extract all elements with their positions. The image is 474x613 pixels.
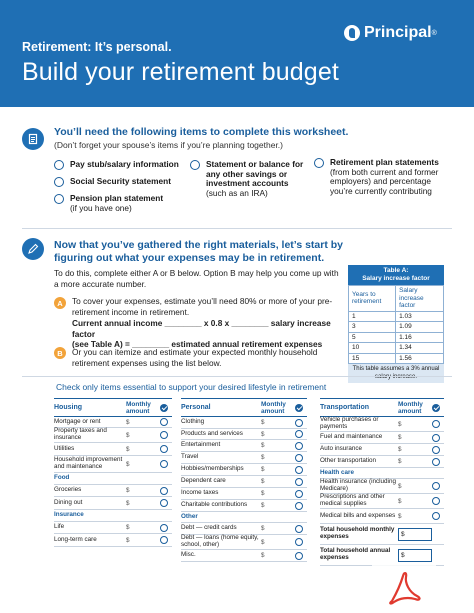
item-retirement-plan[interactable]	[314, 158, 449, 196]
select-radio[interactable]	[160, 487, 168, 495]
principal-logo-icon	[344, 25, 360, 41]
list-item	[181, 429, 307, 440]
list-item	[181, 452, 307, 464]
table-cell: 1.16	[396, 332, 444, 343]
list-item	[54, 485, 172, 497]
amount-field[interactable]: $	[126, 524, 130, 531]
amount-field[interactable]: $	[126, 499, 130, 507]
select-radio[interactable]	[160, 431, 168, 439]
document-icon	[22, 128, 44, 150]
table-cell: 1.34	[396, 343, 444, 354]
select-radio[interactable]	[432, 512, 440, 520]
list-item	[181, 500, 307, 512]
item-label: Health insurance (including Medicare)	[320, 478, 396, 492]
list-item	[320, 494, 444, 509]
list-item	[181, 550, 307, 562]
item-radio[interactable]	[190, 160, 200, 170]
amount-field[interactable]: $	[398, 497, 402, 505]
select-radio[interactable]	[295, 454, 303, 462]
total-amount-field[interactable]: $	[398, 549, 432, 562]
amount-field[interactable]: $	[126, 536, 130, 544]
select-radio[interactable]	[295, 419, 303, 427]
table-cell: 1.03	[396, 311, 444, 322]
total-amount-field[interactable]: $	[398, 528, 432, 541]
amount-field[interactable]: $	[261, 490, 265, 497]
item-label: Retirement plan statements	[330, 157, 439, 167]
item-label: Social Security statement	[70, 176, 171, 186]
amount-field[interactable]: $	[261, 525, 265, 532]
list-item	[54, 497, 172, 510]
monthly-amount-header: Monthly amount	[126, 400, 151, 415]
pdf-icon[interactable]	[372, 562, 436, 613]
table-cell: 1.56	[396, 353, 444, 364]
select-radio[interactable]	[432, 497, 440, 505]
item-label: Auto insurance	[320, 445, 363, 453]
item-label: Fuel and maintenance	[320, 433, 383, 441]
table-row	[349, 322, 444, 333]
table-row	[349, 311, 444, 322]
select-radio[interactable]	[295, 552, 303, 560]
item-label: Insurance	[54, 511, 84, 519]
table-a-col1: Years to retirement	[349, 286, 396, 312]
table-cell: 1.09	[396, 322, 444, 333]
table-cell: 1	[349, 311, 396, 322]
select-radio[interactable]	[160, 460, 168, 468]
table-cell: 10	[349, 343, 396, 354]
item-label: Products and services	[181, 429, 243, 437]
item-label: Property taxes and insurance	[54, 427, 107, 441]
section1-note: (Don’t forget your spouse’s items if you’re planning together.)	[54, 140, 283, 150]
salary-factor-table	[348, 265, 444, 383]
table-cell: 3	[349, 322, 396, 333]
option-a	[72, 296, 342, 350]
table-cell: 15	[349, 353, 396, 364]
section1-heading: You’ll need the following items to complete this worksheet.	[54, 126, 349, 138]
pencil-icon	[22, 238, 44, 260]
total-label: Total household annual expenses	[320, 547, 391, 561]
amount-field[interactable]: $	[398, 434, 402, 441]
item-label: Charitable contributions	[181, 501, 248, 509]
table-a-title	[348, 265, 444, 285]
item-radio[interactable]	[54, 160, 64, 170]
item-label: Long-term care	[54, 535, 97, 543]
item-label: Statement or balance for any other savings or investment accounts	[206, 159, 304, 188]
amount-field[interactable]: $	[261, 478, 265, 485]
amount-field[interactable]: $	[126, 431, 130, 439]
select-radio[interactable]	[160, 499, 168, 507]
table-a-title-2: Salary increase factor	[362, 275, 430, 282]
table-row	[349, 332, 444, 343]
list-item	[54, 456, 172, 473]
select-radio[interactable]	[160, 536, 168, 544]
section2-intro: To do this, complete either A or B below. Option B may help you come up with a more accurate number.	[54, 268, 339, 289]
amount-field[interactable]: $	[261, 419, 265, 426]
list-item	[320, 479, 444, 494]
list-item	[320, 417, 444, 432]
column-header	[54, 398, 172, 417]
table-cell: 5	[349, 332, 396, 343]
select-radio[interactable]	[295, 502, 303, 510]
item-label: Life	[54, 523, 65, 531]
list-item	[181, 535, 307, 550]
item-other-savings[interactable]	[190, 160, 310, 198]
amount-field[interactable]: $	[126, 445, 130, 453]
check-icon	[295, 404, 303, 412]
amount-field[interactable]: $	[261, 454, 265, 461]
select-radio[interactable]	[295, 490, 303, 498]
item-label: Hobbies/memberships	[181, 465, 244, 473]
amount-field[interactable]: $	[261, 430, 265, 438]
select-radio[interactable]	[295, 478, 303, 486]
select-radio[interactable]	[295, 525, 303, 533]
category-label: Transportation	[320, 404, 370, 411]
item-label: Debt — credit cards	[181, 524, 237, 532]
header-subtitle: Retirement: It’s personal.	[22, 40, 172, 54]
amount-field[interactable]: $	[126, 418, 130, 426]
transportation-column	[320, 398, 444, 566]
amount-field[interactable]: $	[126, 487, 130, 494]
item-social-security[interactable]	[54, 177, 189, 187]
check-icon	[432, 404, 440, 412]
select-radio[interactable]	[432, 420, 440, 428]
list-item	[181, 440, 307, 452]
item-pay-stub[interactable]	[54, 160, 189, 170]
item-pension[interactable]	[54, 194, 189, 213]
item-label: Income taxes	[181, 489, 219, 497]
select-radio[interactable]	[432, 482, 440, 490]
item-label: Pay stub/salary information	[70, 159, 179, 169]
list-item	[181, 488, 307, 500]
table-a-col2: Salary increase factor	[396, 286, 444, 312]
option-a-formula-1: Current annual income ________ x 0.8 x ________ salary increase factor	[72, 318, 331, 339]
list-item	[54, 534, 172, 547]
item-sublabel: (from both current and former employers) and percentage you’re currently contributing	[330, 166, 439, 196]
section-divider	[22, 376, 452, 377]
list-item	[54, 428, 172, 443]
amount-field[interactable]: $	[261, 442, 265, 449]
principal-logo	[344, 24, 437, 42]
item-label: Health care	[320, 468, 354, 476]
item-radio[interactable]	[54, 177, 64, 187]
logo-text: Principal	[364, 24, 432, 41]
amount-field[interactable]: $	[398, 458, 402, 465]
table-a-footnote: This table assumes a 3% annual	[348, 364, 444, 383]
list-item	[181, 464, 307, 476]
list-item	[320, 432, 444, 444]
table-row	[349, 343, 444, 354]
checklist-title: Check only items essential to support your desired lifestyle in retirement	[56, 382, 327, 392]
item-label: Debt — loans (home equity, school, other)	[181, 534, 259, 548]
select-radio[interactable]	[432, 434, 440, 442]
section2-heading: Now that you’ve gathered the right materials, let’s start by figuring out what your expenses may be in retirement.	[54, 239, 344, 264]
select-radio[interactable]	[295, 538, 303, 546]
list-item	[320, 444, 444, 456]
option-b-badge: B	[54, 347, 66, 359]
select-radio[interactable]	[160, 445, 168, 453]
item-label: Pension plan statement	[70, 193, 164, 203]
table-row	[349, 353, 444, 364]
item-label: Other	[181, 512, 198, 520]
item-label: Medical bills and expenses	[320, 511, 396, 519]
select-radio[interactable]	[160, 418, 168, 426]
select-radio[interactable]	[295, 442, 303, 450]
item-label: Dining out	[54, 498, 83, 506]
list-item	[320, 456, 444, 468]
amount-field[interactable]: $	[261, 538, 265, 546]
item-label: Dependent care	[181, 477, 226, 485]
amount-field[interactable]: $	[261, 552, 265, 559]
item-label: Travel	[181, 453, 199, 461]
item-label: Household improvement and maintenance	[54, 456, 123, 470]
item-label: Food	[54, 474, 70, 482]
list-item	[320, 509, 444, 524]
amount-field[interactable]: $	[261, 466, 265, 473]
item-sublabel: (such as an IRA)	[206, 187, 268, 198]
item-label: Vehicle purchases or payments	[320, 416, 379, 430]
category-row	[181, 512, 307, 523]
personal-column	[181, 398, 307, 562]
category-label: Housing	[54, 404, 82, 411]
page-header	[0, 0, 474, 107]
list-item	[181, 476, 307, 488]
total-row	[320, 524, 444, 545]
item-label: Groceries	[54, 486, 82, 494]
amount-field[interactable]: $	[398, 482, 402, 490]
list-item	[54, 522, 172, 534]
select-radio[interactable]	[432, 458, 440, 466]
option-a-text: To cover your expenses, estimate you’ll need 80% or more of your pre-retirement income in retirement.	[72, 296, 333, 317]
item-label: Other transportation	[320, 457, 377, 465]
select-radio[interactable]	[295, 466, 303, 474]
amount-field[interactable]: $	[126, 460, 130, 468]
section-divider	[22, 228, 452, 229]
item-sublabel: (if you have one)	[70, 202, 132, 213]
amount-field[interactable]: $	[398, 446, 402, 453]
category-label: Personal	[181, 404, 211, 411]
item-label: Misc.	[181, 551, 196, 559]
monthly-amount-header: Monthly amount	[261, 400, 286, 415]
item-label: Clothing	[181, 418, 205, 426]
total-label: Total household monthly expenses	[320, 526, 395, 540]
logo-reg: ®	[431, 29, 437, 37]
item-label: Prescriptions and other medical supplies	[320, 493, 385, 507]
column-header	[181, 398, 307, 417]
amount-field[interactable]: $	[398, 512, 402, 520]
table-a-title-1: Table A:	[383, 267, 409, 274]
category-row	[54, 473, 172, 485]
list-item	[181, 523, 307, 535]
select-radio[interactable]	[160, 524, 168, 532]
option-b-text: Or you can itemize and estimate your expected monthly household retirement expenses using the list below.	[72, 347, 318, 368]
select-radio[interactable]	[295, 430, 303, 438]
housing-column	[54, 398, 172, 547]
monthly-amount-header: Monthly amount	[398, 400, 423, 415]
select-radio[interactable]	[432, 446, 440, 454]
item-label: Utilities	[54, 444, 75, 452]
item-radio[interactable]	[54, 194, 64, 204]
option-a-formula-2: (see Table A) = ________ estimated annual retirement expenses	[72, 339, 323, 349]
amount-field[interactable]: $	[398, 420, 402, 428]
category-row	[54, 510, 172, 522]
page-title: Build your retirement budget	[22, 58, 339, 86]
item-label: Mortgage or rent	[54, 417, 101, 425]
column-header	[320, 398, 444, 417]
list-item	[181, 417, 307, 429]
option-a-badge: A	[54, 297, 66, 309]
item-radio[interactable]	[314, 158, 324, 168]
check-icon	[160, 404, 168, 412]
amount-field[interactable]: $	[261, 502, 265, 509]
list-item	[54, 443, 172, 456]
item-label: Entertainment	[181, 441, 221, 449]
